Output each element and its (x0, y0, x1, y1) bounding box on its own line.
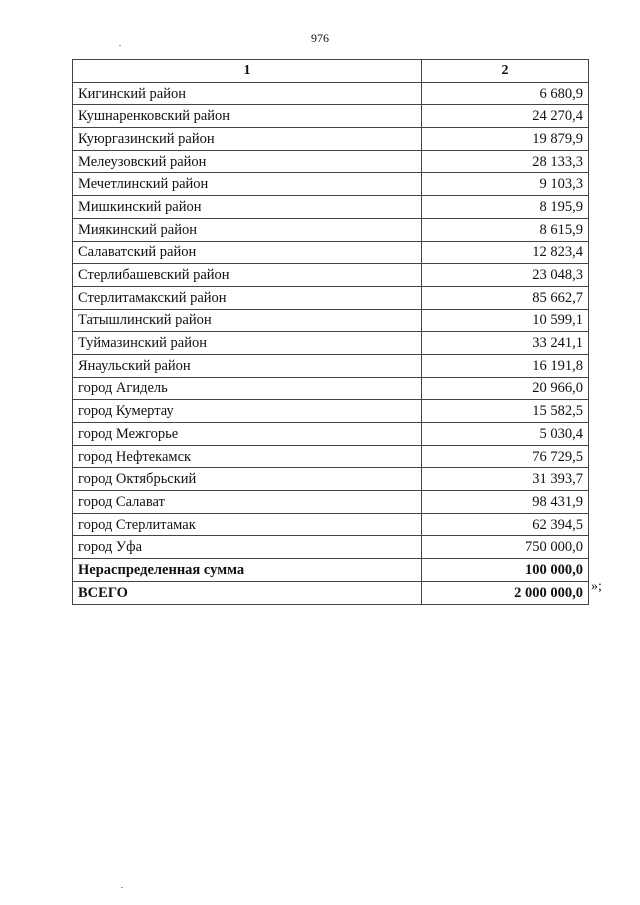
table-row (73, 241, 589, 264)
territory-name-cell: ВСЕГО (73, 581, 422, 604)
territory-name-cell: Янаульский район (73, 354, 422, 377)
closing-quote-mark: »; (591, 579, 602, 594)
amount-cell: 8 615,9 (422, 218, 589, 241)
scan-speck (119, 45, 121, 46)
table-row (73, 491, 589, 514)
amount-cell: 23 048,3 (422, 264, 589, 287)
territory-name-cell: город Стерлитамак (73, 513, 422, 536)
table-row (73, 536, 589, 559)
territory-name-cell: город Салават (73, 491, 422, 514)
table-row (73, 82, 589, 105)
table-row (73, 559, 589, 582)
territory-name-cell: Нераспределенная сумма (73, 559, 422, 582)
table-row (73, 218, 589, 241)
territory-name-cell: Куюргазинский район (73, 128, 422, 151)
scan-speck (121, 887, 123, 888)
amount-cell: 31 393,7 (422, 468, 589, 491)
amount-cell: 28 133,3 (422, 150, 589, 173)
amount-cell: 76 729,5 (422, 445, 589, 468)
allocation-table (72, 59, 589, 605)
territory-name-cell: город Нефтекамск (73, 445, 422, 468)
table-row (73, 468, 589, 491)
table-row (73, 400, 589, 423)
territory-name-cell: Мишкинский район (73, 196, 422, 219)
table-row (73, 128, 589, 151)
amount-cell: 24 270,4 (422, 105, 589, 128)
amount-cell: 20 966,0 (422, 377, 589, 400)
table-row (73, 105, 589, 128)
territory-name-cell: Мечетлинский район (73, 173, 422, 196)
territory-name-cell: Салаватский район (73, 241, 422, 264)
territory-name-cell: Татышлинский район (73, 309, 422, 332)
table-row (73, 581, 589, 604)
territory-name-cell: город Межгорье (73, 423, 422, 446)
table-row (73, 286, 589, 309)
territory-name-cell: Туймазинский район (73, 332, 422, 355)
territory-name-cell: город Уфа (73, 536, 422, 559)
territory-name-cell: город Октябрьский (73, 468, 422, 491)
column-header-1: 1 (73, 60, 422, 83)
amount-cell: 85 662,7 (422, 286, 589, 309)
amount-cell: 10 599,1 (422, 309, 589, 332)
amount-cell: 12 823,4 (422, 241, 589, 264)
table-row (73, 309, 589, 332)
territory-name-cell: Стерлитамакский район (73, 286, 422, 309)
table-row (73, 377, 589, 400)
territory-name-cell: Стерлибашевский район (73, 264, 422, 287)
table-row (73, 196, 589, 219)
amount-cell: 6 680,9 (422, 82, 589, 105)
table-header-row (73, 60, 589, 83)
table-row (73, 445, 589, 468)
territory-name-cell: город Агидель (73, 377, 422, 400)
territory-name-cell: Кигинский район (73, 82, 422, 105)
table-body (73, 82, 589, 604)
amount-cell: 62 394,5 (422, 513, 589, 536)
table-row (73, 354, 589, 377)
table-row (73, 332, 589, 355)
territory-name-cell: город Кумертау (73, 400, 422, 423)
table-row (73, 423, 589, 446)
amount-cell: 16 191,8 (422, 354, 589, 377)
amount-cell: 100 000,0 (422, 559, 589, 582)
table-row (73, 264, 589, 287)
amount-cell: 98 431,9 (422, 491, 589, 514)
page-number: 976 (311, 31, 329, 45)
territory-name-cell: Мелеузовский район (73, 150, 422, 173)
territory-name-cell: Кушнаренковский район (73, 105, 422, 128)
table-row (73, 150, 589, 173)
amount-cell: 5 030,4 (422, 423, 589, 446)
table-row (73, 513, 589, 536)
column-header-2: 2 (422, 60, 589, 83)
table-row (73, 173, 589, 196)
amount-cell: 19 879,9 (422, 128, 589, 151)
amount-cell: 15 582,5 (422, 400, 589, 423)
amount-cell: 9 103,3 (422, 173, 589, 196)
territory-name-cell: Миякинский район (73, 218, 422, 241)
amount-cell: 750 000,0 (422, 536, 589, 559)
amount-cell: 33 241,1 (422, 332, 589, 355)
amount-cell: 8 195,9 (422, 196, 589, 219)
amount-cell: 2 000 000,0 (422, 581, 589, 604)
